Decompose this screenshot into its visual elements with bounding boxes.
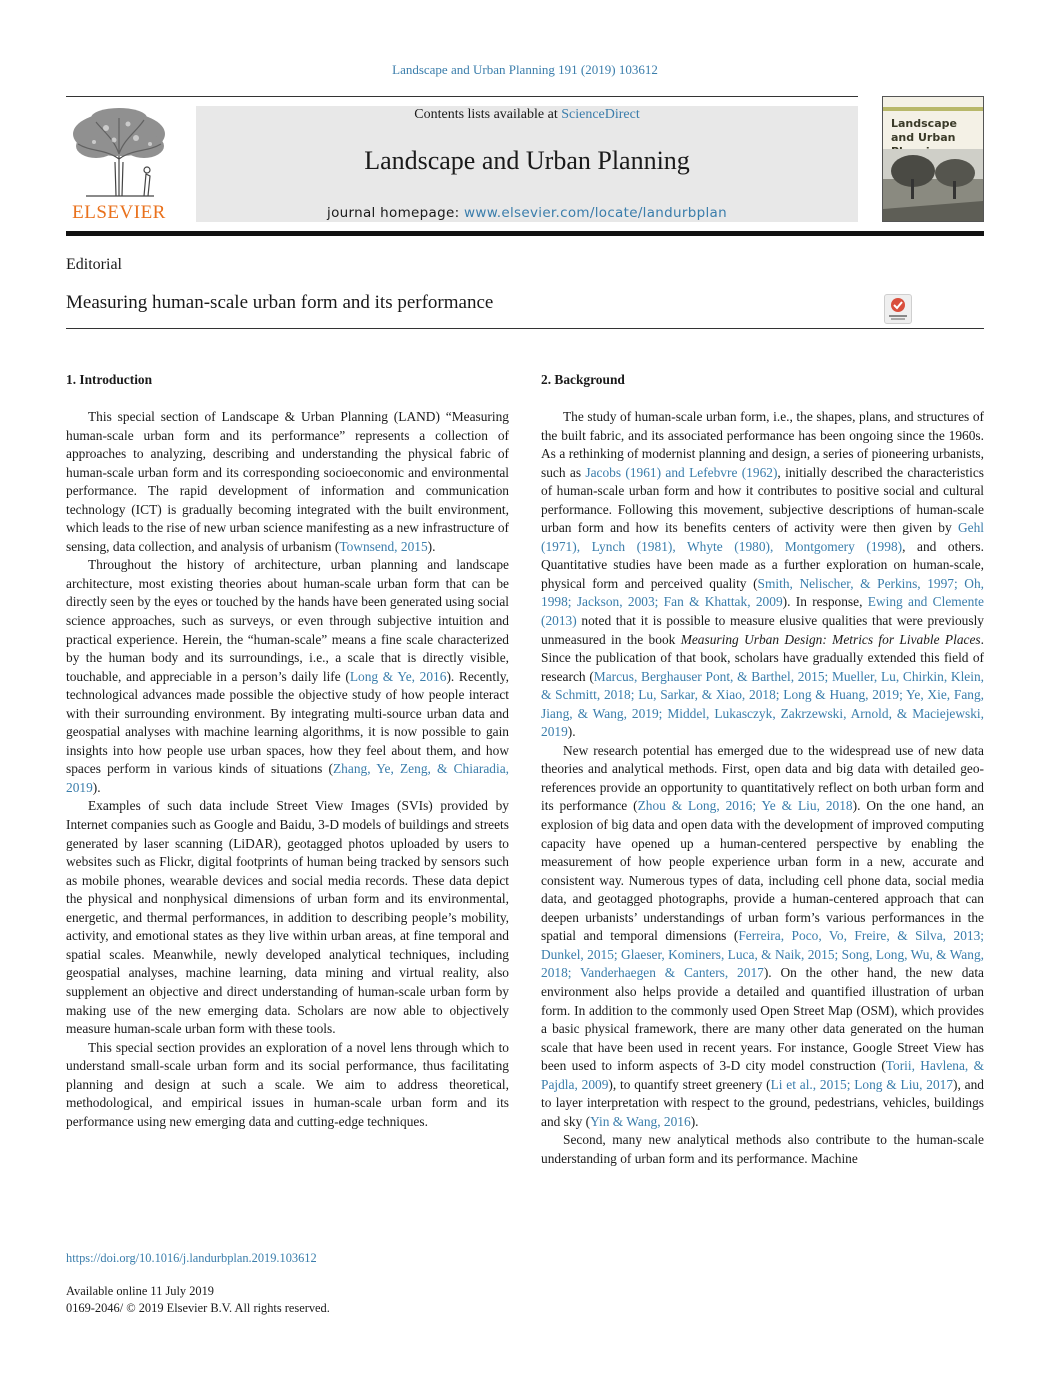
intro-p2-mid: ). Recently, technological advances made possible the objective study of how people interact with their surrounding environment. By integrating multi-source urban data and geospatial analyses with machine learning algorithms, it is now possible to gain insights into how people use urban spaces, how they feel about them, and how spaces perform in various kinds of situations ( (66, 668, 509, 777)
journal-masthead (196, 106, 858, 222)
bg-p2-d: ), to quantify street greenery ( (608, 1076, 771, 1092)
bg-p2-c: ). On the other hand, the new data environment also helps provide a detailed and quantified illustration of urban form. In addition to the commonly used Open Street Map (OSM), which provides a basic physical framework, there are many other data generated on the human scale that have been used in recent years. For instance, Google Street View has been used to inform aspects of 3-D city model construction ( (541, 965, 985, 1074)
citation-link[interactable]: Torii, Havlena, & Pajdla, 2009 (541, 1058, 984, 1092)
bg-p2-e: ), and to layer interpretation with respect to the ground, pedestrians, vehicles, buildings and sky ( (541, 1076, 984, 1129)
book-title: Measuring Urban Design: Metrics for Livable Places (680, 631, 981, 647)
bg-p2-a: New research potential has emerged due to the widespread use of new data theories and analytical methods. First, open data and big data with detailed geo-references provide an opportunity to quantitatively reflect on both urban form and its performance ( (541, 742, 984, 814)
citation-link[interactable]: Zhou & Long, 2016; Ye & Liu, 2018 (637, 798, 853, 814)
section-heading-introduction: 1. Introduction (66, 372, 153, 387)
contents-available-line (196, 107, 858, 123)
citation-link[interactable]: Smith, Nelischer, & Perkins, 1997; Oh, 1998; Jackson, 2003; Fan & Khattak, 2009 (541, 575, 984, 610)
citation-link[interactable]: Yin & Wang, 2016 (590, 1113, 691, 1129)
bg-p1-g: ). (567, 724, 576, 740)
section-heading-background: 2. Background (541, 372, 625, 387)
intro-p1-text: This special section of Landscape & Urban Planning (LAND) “Measuring human-scale urban form and its performance” represents a collection of approaches to analyzing, describing and understanding the physical fabric of human-scale urban form and its corresponding socioeconomic and environmental performance. The rapid development of information and communication technology (ICT) is gradually becoming integrated with the built environment, which leads to the rise of new urban science manifesting as a new infrastructure of sensing, data collection, and analysis of urbanism ( (66, 409, 509, 554)
citation-link[interactable]: Ewing and Clemente (2013) (541, 594, 984, 629)
bg-p1-f: . Since the publication of that book, scholars have gradually extended this field of research ( (541, 631, 984, 684)
intro-paragraph-4: This special section provides an exploration of a novel lens through which to understand small-scale urban form and its social performance, thus facilitating planning and design at such a scale. We aim to address theoretical, methodological, and empirical issues in human-scale urban form and its performance using new emerging data and cutting-edge techniques. (66, 1039, 509, 1129)
journal-cover-thumbnail[interactable] (882, 96, 984, 222)
homepage-prefix: journal homepage: (327, 205, 465, 221)
doi-url[interactable]: https://doi.org/10.1016/j.landurbplan.2019.103612 (66, 1251, 317, 1265)
citation-link[interactable]: Ferreira, Poco, Vo, Freire, & Silva, 2013; Dunkel, 2015; Glaeser, Kominers, Luca, & Naik, 2015; Song, Long, Wu, & Wang, 2018; Vanderhaegen & Canters, 2017 (541, 928, 985, 981)
bg-p1-d: ). In response, (782, 594, 868, 610)
citation-link[interactable]: Li et al., 2015; Long & Liu, 2017 (770, 1076, 954, 1092)
intro-p2-end: ). (92, 779, 101, 795)
background-paragraph-3: Second, many new analytical methods also contribute to the human-scale understanding of urban form and its performance. Machine (541, 1132, 984, 1166)
bg-p1-b: , initially described the characteristics of human-scale urban form and how it contributes to positive social and cultural performance. Following this movement, subjective descriptions of human-scale urban form and how its benefits centers of activity were then given by (541, 464, 984, 536)
intro-p2-text: Throughout the history of architecture, urban planning and landscape architecture, most existing theories about human-scale urban form that can be directly seen by the eyes or touched by the hands have been generated using social science approaches, such as surveys, or even through subjective intuition and practical experience. Herein, the “human-scale” means a fine scale characterized by the human body and its surroundings, i.e., a scale that is directly visible, touchable, and appreciable in a person’s daily life ( (66, 557, 509, 684)
contents-prefix: Contents lists available at (414, 107, 562, 122)
cover-strip (883, 107, 983, 111)
intro-paragraph-1 (66, 408, 509, 556)
citation-link[interactable]: Townsend, 2015 (339, 538, 428, 554)
copyright-notice: 0169-2046/ © 2019 Elsevier B.V. All rights reserved. (66, 1301, 330, 1315)
elsevier-wordmark: ELSEVIER (72, 202, 166, 223)
bg-p1-a: The study of human-scale urban form, i.e., the shapes, plans, and structures of the built fabric, and its associated performance has been ongoing since the 1960s. As a rethinking of modernist planning and design, a series of pioneering urbanists, such as (541, 409, 984, 480)
background-paragraph-2 (541, 742, 984, 1131)
bg-p1-c: , and others. Quantitative studies have been made as a further exploration on human-scale, physical form and perceived quality ( (541, 538, 984, 591)
citation-link[interactable]: Landscape and Urban Planning 191 (2019) 103612 (392, 62, 658, 77)
citation-link[interactable]: Long & Ye, 2016 (349, 668, 447, 684)
citation-link[interactable]: Jacobs (1961) and Lefebvre (1962) (585, 464, 778, 480)
cover-photo-icon (883, 149, 983, 221)
masthead-top-rule (66, 96, 858, 97)
bg-p2-b: ). On the one hand, an explosion of big data and open data with the development of improved computing capacity have opened up a human-centered perspective by enabling the measurement of how people experience urban form in a new, accurate and consistent way. Numerous types of data, including cell phone data, social media data, and geotagged photographs, provide a human-centered approach that can deepen urbanists’ understandings of urban form’s various performances in the spatial and temporal dimensions ( (541, 798, 984, 944)
cover-title: Landscape and Urban (891, 117, 957, 144)
journal-citation-header[interactable] (0, 62, 1050, 78)
intro-paragraph-2 (66, 556, 509, 797)
citation-link[interactable]: Marcus, Berghauser Pont, & Barthel, 2015; Mueller, Lu, Chirkin, Klein, & Schmitt, 2018; Lu, Sarkar, & Xiao, 2018; Long & Huang, 2019; Ye, Xie, Fang, Jiang, & Wang, 2019; Middel, Lukasczyk, Zakrzewski, Arnold, & Maciejewski, 2019 (541, 668, 984, 740)
available-online-date: Available online 11 July 2019 (66, 1284, 214, 1298)
sciencedirect-link[interactable]: ScienceDirect (561, 107, 640, 122)
citation-link[interactable]: Gehl (1971), Lynch (1981), Whyte (1980), Montgomery (1998) (541, 520, 984, 554)
citation-link[interactable]: Zhang, Ye, Zeng, & Chiaradia, 2019 (66, 761, 509, 795)
article-title: Measuring human-scale urban form and its performance (66, 292, 494, 313)
intro-paragraph-3: Examples of such data include Street View Images (SVIs) provided by Internet companies such as Google and Baidu, 3-D models of buildings and streets generated by laser scanning (LiDAR), geotagged photos uploaded by users to websites such as Flickr, digital footprints of human being tracked by sensors such as mobile phones, wearable devices and social media records. These data depict the physical and nonphysical dimensions of urban form and its environmental, energetic, and thermal performances, in addition to describing people’s mobility, activity, and emotional states as they live within urban areas, at fine temporal and spatial scales. Meanwhile, newly developed analytical techniques, including geospatial analyses, machine learning, data mining and virtual reality, also supplement an objective and direct understanding of human-scale urban form by making use of the new emerging data. Scholars are now able to objectively measure human-scale urban form with these tools. (66, 798, 509, 1037)
journal-title: Landscape and Urban Planning (364, 146, 690, 175)
bg-p1-e: noted that it is possible to measure elusive qualities that were previously unmeasured in the book (541, 613, 984, 647)
bg-p2-f: ). (690, 1113, 699, 1129)
article-type: Editorial (66, 256, 122, 273)
background-paragraph-1 (541, 408, 984, 742)
journal-homepage-link[interactable]: www.elsevier.com/locate/landurbplan (464, 205, 727, 221)
masthead-thick-rule (66, 231, 984, 236)
journal-homepage-line (196, 205, 858, 221)
right-column (541, 370, 984, 1168)
check-for-updates-icon[interactable] (884, 294, 912, 324)
intro-p1-end: ). (427, 538, 436, 554)
title-rule (66, 328, 984, 329)
doi-link[interactable] (66, 1251, 317, 1266)
left-column (66, 370, 509, 1131)
